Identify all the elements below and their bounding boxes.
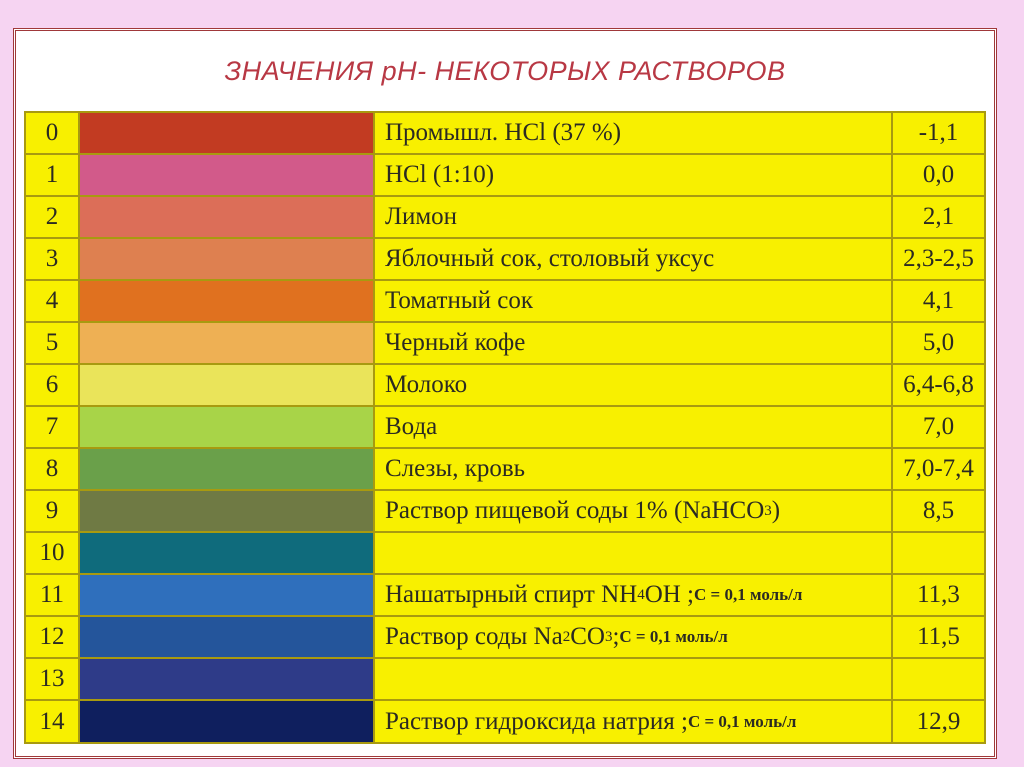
color-cell — [80, 617, 375, 657]
ph-value: 3 — [26, 239, 80, 279]
ph-measured: 5,0 — [893, 323, 986, 363]
ph-measured — [893, 533, 986, 573]
color-swatch — [80, 197, 373, 237]
ph-value: 2 — [26, 197, 80, 237]
table-row — [26, 533, 986, 575]
color-cell — [80, 659, 375, 699]
color-swatch — [80, 449, 373, 489]
solution-name: Лимон — [375, 197, 893, 237]
name-mid: CO — [570, 623, 605, 650]
ph-value: 10 — [26, 533, 80, 573]
name-sub2: 3 — [604, 628, 613, 645]
ph-measured: 7,0 — [893, 407, 986, 447]
ph-table — [24, 111, 986, 744]
table-row — [26, 701, 986, 744]
color-cell — [80, 701, 375, 742]
name-small: С = 0,1 моль/л — [619, 627, 728, 646]
solution-name: Яблочный сок, столовый уксус — [375, 239, 893, 279]
color-cell — [80, 449, 375, 489]
color-swatch — [80, 365, 373, 405]
name-suffix: ; — [612, 623, 620, 650]
table-row — [26, 281, 986, 323]
ph-value: 0 — [26, 113, 80, 153]
color-swatch — [80, 323, 373, 363]
table-row — [26, 575, 986, 617]
color-cell — [80, 281, 375, 321]
ph-value: 1 — [26, 155, 80, 195]
color-swatch — [80, 155, 373, 195]
table-row — [26, 491, 986, 533]
color-cell — [80, 407, 375, 447]
solution-name: HCl (1:10) — [375, 155, 893, 195]
color-swatch — [80, 407, 373, 447]
ph-value: 6 — [26, 365, 80, 405]
ph-measured: 2,1 — [893, 197, 986, 237]
color-swatch — [80, 533, 373, 573]
ph-measured: 6,4-6,8 — [893, 365, 986, 405]
color-cell — [80, 365, 375, 405]
color-cell — [80, 155, 375, 195]
color-swatch — [80, 659, 373, 699]
solution-name: Вода — [375, 407, 893, 447]
ph-value: 9 — [26, 491, 80, 531]
name-suffix: OH ; — [644, 581, 694, 608]
ph-measured: 11,5 — [893, 617, 986, 657]
table-row — [26, 323, 986, 365]
name-small: С = 0,1 моль/л — [687, 711, 797, 731]
ph-measured: 4,1 — [893, 281, 986, 321]
name-small: С = 0,1 моль/л — [694, 585, 803, 604]
ph-measured: 8,5 — [893, 491, 986, 531]
color-swatch — [80, 701, 373, 742]
table-row — [26, 239, 986, 281]
ph-value: 4 — [26, 281, 80, 321]
ph-measured: 12,9 — [893, 701, 986, 742]
color-cell — [80, 533, 375, 573]
color-swatch — [80, 617, 373, 657]
solution-name: Промышл. HCl (37 %) — [375, 113, 893, 153]
ph-measured — [893, 659, 986, 699]
ph-value: 13 — [26, 659, 80, 699]
ph-measured: 2,3-2,5 — [893, 239, 986, 279]
table-row — [26, 155, 986, 197]
name-prefix: Раствор гидроксида натрия ; — [385, 707, 688, 735]
ph-table-frame — [13, 28, 997, 759]
solution-name: Томатный сок — [375, 281, 893, 321]
color-cell — [80, 323, 375, 363]
ph-measured: 7,0-7,4 — [893, 449, 986, 489]
color-cell — [80, 575, 375, 615]
ph-value: 14 — [26, 701, 80, 742]
color-cell — [80, 113, 375, 153]
color-swatch — [80, 491, 373, 531]
table-row — [26, 407, 986, 449]
table-row — [26, 449, 986, 491]
table-row — [26, 617, 986, 659]
color-swatch — [80, 239, 373, 279]
name-prefix: Нашатырный спирт NH — [385, 581, 638, 608]
solution-name — [375, 659, 893, 699]
color-swatch — [80, 281, 373, 321]
ph-value: 11 — [26, 575, 80, 615]
solution-name: Молоко — [375, 365, 893, 405]
name-sub: 4 — [637, 586, 645, 603]
table-row — [26, 365, 986, 407]
color-cell — [80, 491, 375, 531]
solution-name: Слезы, кровь — [375, 449, 893, 489]
table-row — [26, 659, 986, 701]
page-title: ЗНАЧЕНИЯ рН- НЕКОТОРЫХ РАСТВОРОВ — [224, 55, 786, 86]
name-prefix: Раствор соды Na — [385, 623, 563, 650]
ph-measured: 0,0 — [893, 155, 986, 195]
color-cell — [80, 197, 375, 237]
solution-name — [375, 533, 893, 573]
name-sub: 2 — [562, 628, 571, 645]
ph-value: 8 — [26, 449, 80, 489]
color-swatch — [80, 575, 373, 615]
solution-name: Черный кофе — [375, 323, 893, 363]
solution-name — [375, 617, 893, 657]
ph-value: 7 — [26, 407, 80, 447]
solution-name — [375, 575, 893, 615]
ph-value: 12 — [26, 617, 80, 657]
color-cell — [80, 239, 375, 279]
ph-measured: 11,3 — [893, 575, 986, 615]
name-prefix: Раствор пищевой соды 1% (NaHCO — [385, 497, 765, 524]
solution-name — [375, 701, 893, 742]
solution-name — [375, 491, 893, 531]
table-row — [26, 197, 986, 239]
color-swatch — [80, 113, 373, 153]
table-row — [26, 113, 986, 155]
name-suffix: ) — [771, 497, 781, 524]
ph-measured: -1,1 — [893, 113, 986, 153]
name-sub: 3 — [764, 502, 772, 519]
ph-value: 5 — [26, 323, 80, 363]
